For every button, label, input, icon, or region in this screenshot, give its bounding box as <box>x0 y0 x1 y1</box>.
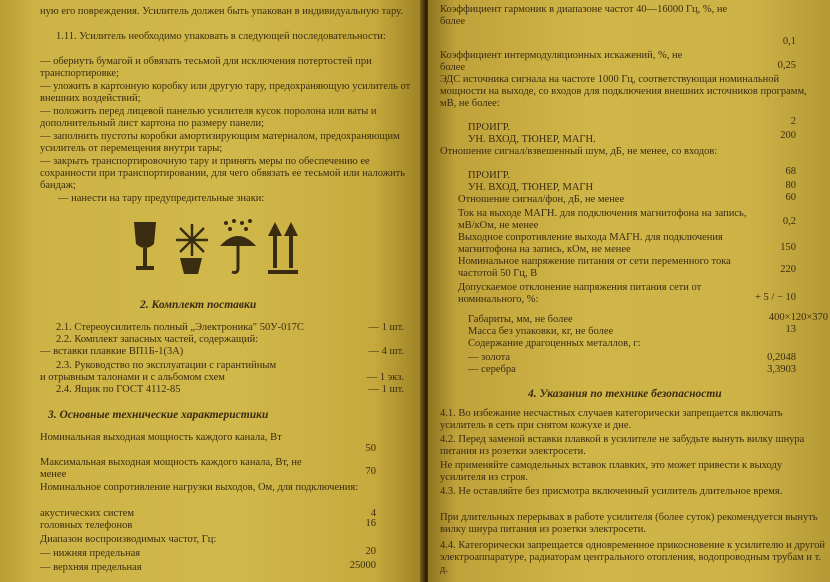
packing-step-6: — нанести на тару предупредительные знаки: <box>58 193 265 204</box>
spec-snr: Отношение сигнал/взвешенный шум, дБ, не менее, со входов: <box>440 146 718 157</box>
spec-line-inputs-value: 200 <box>780 130 796 141</box>
spec-load-impedance: Номинальное сопротивление нагрузки выходов, Ом, для подключения: <box>40 482 359 493</box>
spec-rec-current: Ток на выходе МАГН. для подключения магнитофона на запись, мВ/кОм, не менее <box>458 208 747 231</box>
kit-item-2: 2.2. Комплект запасных частей, содержащий: <box>56 334 259 345</box>
spec-gold-value: 0,2048 <box>767 352 796 363</box>
safety-4-3-note: При длительных перерывах в работе усилителя (более суток) рекомендуется вынуть вилку шнура питания из розетки электросети. <box>440 512 818 535</box>
safety-4-3: 4.3. Не оставляйте без присмотра включенный усилитель длительное время. <box>440 486 783 497</box>
spec-voltage-tolerance: Допускаемое отклонение напряжения питания сети от номинального, %: <box>458 282 702 305</box>
safety-4-1: 4.1. Во избежание несчастных случаев категорически запрещается включать усилитель в сеть при снятом кожухе и дне. <box>440 408 783 431</box>
spec-max-power: Максимальная выходная мощность каждого канала, Вт, не менее <box>40 457 302 480</box>
spec-line-inputs: УН. ВХОД, ТЮНЕР, МАГН. <box>468 134 596 145</box>
packing-step-4: — заполнить пустоты коробки амортизирующим материалом, предохраняющим усилитель от перемещения внутри тары; <box>40 131 400 154</box>
spec-silver: — серебра <box>468 364 516 375</box>
spec-voltage-tolerance-value: + 5 / − 10 <box>754 292 796 303</box>
kit-item-5: 2.4. Ящик по ГОСТ 4112-85 <box>56 384 181 395</box>
spec-speakers-value: 4 <box>370 508 376 519</box>
spec-freq-low-value: 20 <box>365 546 376 557</box>
kit-item-4b: и отрывным талонами и с альбомом схем <box>40 372 225 383</box>
umbrella-rain-icon <box>218 218 258 278</box>
kit-item-4: 2.3. Руководство по эксплуатации с гарантийным <box>56 360 277 371</box>
kit-item-4-qty: — 1 экз. <box>366 372 404 383</box>
spec-silver-value: 3,3903 <box>767 364 796 375</box>
spec-dimensions: Габариты, мм, не более <box>468 314 573 325</box>
this-way-up-icon <box>266 218 300 278</box>
spec-headphones-value: 16 <box>365 518 376 529</box>
packing-step-3: — положить перед лицевой панелью усилителя кусок поролона или ваты и дополнительный лист картона по размеру панели; <box>40 106 377 129</box>
spec-dimensions-value: 400×120×370 <box>768 312 828 323</box>
spec-mains-voltage-value: 220 <box>780 264 796 275</box>
spec-max-power-value: 70 <box>365 466 376 477</box>
spec-thd: Коэффициент гармоник в диапазоне частот 40—16000 Гц, %, не более <box>440 4 728 27</box>
packing-step-5: — закрыть транспортировочную тару и принять меры по обеспечению ее сохранности при транспортировании, для чего обвязать ее тесьмой или наложить бандаж; <box>40 156 406 191</box>
kit-item-5-qty: — 1 шт. <box>368 384 404 395</box>
spec-thd-value: 0,1 <box>782 36 796 47</box>
spec-mass-value: 13 <box>785 324 796 335</box>
spec-input-emf: ЭДС источника сигнала на частоте 1000 Гц, соответствующая номинальной мощности на выходе, со входов для подключения внешних источников программ, мВ, не более: <box>440 74 807 109</box>
kit-item-3-qty: — 4 шт. <box>368 346 404 357</box>
intro-text: ную его повреждения. Усилитель должен быть упакован в индивидуальную тару. <box>40 6 403 17</box>
spec-freq-low: — нижняя предельная <box>40 548 141 559</box>
spec-hum-value: 60 <box>785 192 796 203</box>
safety-4-4: 4.4. Категорически запрещается одновременное прикосновение к усилителю и другой электроаппаратуре, радиаторам центрального отопления, водопроводным трубам и т. д. <box>440 540 826 575</box>
kit-item-1-qty: — 1 шт. <box>368 322 404 333</box>
section-3-title: 3. Основные технические характеристики <box>48 409 269 421</box>
kit-item-1: 2.1. Стереоусилитель полный „Электроника" 50У-017С <box>56 322 304 333</box>
section-4-title: 4. Указания по технике безопасности <box>528 388 722 400</box>
spec-imd-value: 0,25 <box>777 60 796 71</box>
packing-instruction: 1.11. Усилитель необходимо упаковать в следующей последовательности: <box>56 31 386 42</box>
spec-gold: — золота <box>468 352 511 363</box>
spec-freq-high: — верхняя предельная <box>40 562 142 573</box>
spec-rec-current-value: 0,2 <box>782 216 796 227</box>
kit-item-3: — вставки плавкие ВП1Б-1(3А) <box>40 346 184 357</box>
right-page <box>428 0 830 582</box>
packing-step-2: — уложить в картонную коробку или другую тару, предохраняющую усилитель от внешних воздействий; <box>40 81 411 104</box>
spec-nominal-power: Номинальная выходная мощность каждого канала, Вт <box>40 432 282 443</box>
spec-phono: ПРОИГР. <box>468 122 510 133</box>
spec-precious-metals: Содержание драгоценных металлов, г: <box>468 338 641 349</box>
spec-hum: Отношение сигнал/фон, дБ, не менее <box>458 194 625 205</box>
spec-mass: Масса без упаковки, кг, не более <box>468 326 614 337</box>
fragile-glass-icon <box>128 218 162 278</box>
spec-mains-voltage: Номинальное напряжение питания от сети переменного тока частотой 50 Гц, В <box>458 256 731 279</box>
spec-snr-line-value: 80 <box>785 180 796 191</box>
packing-step-1: — обернуть бумагой и обвязать тесьмой для исключения потертостей при транспортировке; <box>40 56 372 79</box>
spec-nominal-power-value: 50 <box>365 443 376 454</box>
spec-speakers: акустических систем <box>40 508 135 519</box>
section-2-title: 2. Комплект поставки <box>140 299 257 311</box>
safety-4-2-note: Не применяйте самодельных вставок плавких, это может привести к выходу усилителя из строя. <box>440 460 783 483</box>
spec-frequency-range: Диапазон воспроизводимых частот, Гц: <box>40 534 217 545</box>
spec-headphones: головных телефонов <box>40 520 133 531</box>
spec-output-impedance: Выходное сопротивление выхода МАГН. для подключения магнитофона на запись, кОм, не менее <box>458 232 723 255</box>
spec-snr-phono-value: 68 <box>785 166 796 177</box>
spec-snr-line: УН. ВХОД, ТЮНЕР, МАГН <box>468 182 594 193</box>
spec-imd: Коэффициент интермодуляционных искажений, %, не более <box>440 50 683 73</box>
spec-output-impedance-value: 150 <box>780 242 796 253</box>
keep-dry-icon <box>172 218 212 278</box>
safety-4-2: 4.2. Перед заменой вставки плавкой в усилителе не забудьте вынуть вилку шнура питания из розетки электросети. <box>440 434 805 457</box>
spec-phono-value: 2 <box>790 116 796 127</box>
spec-snr-phono: ПРОИГР. <box>468 170 510 181</box>
spec-freq-high-value: 25000 <box>349 560 376 571</box>
